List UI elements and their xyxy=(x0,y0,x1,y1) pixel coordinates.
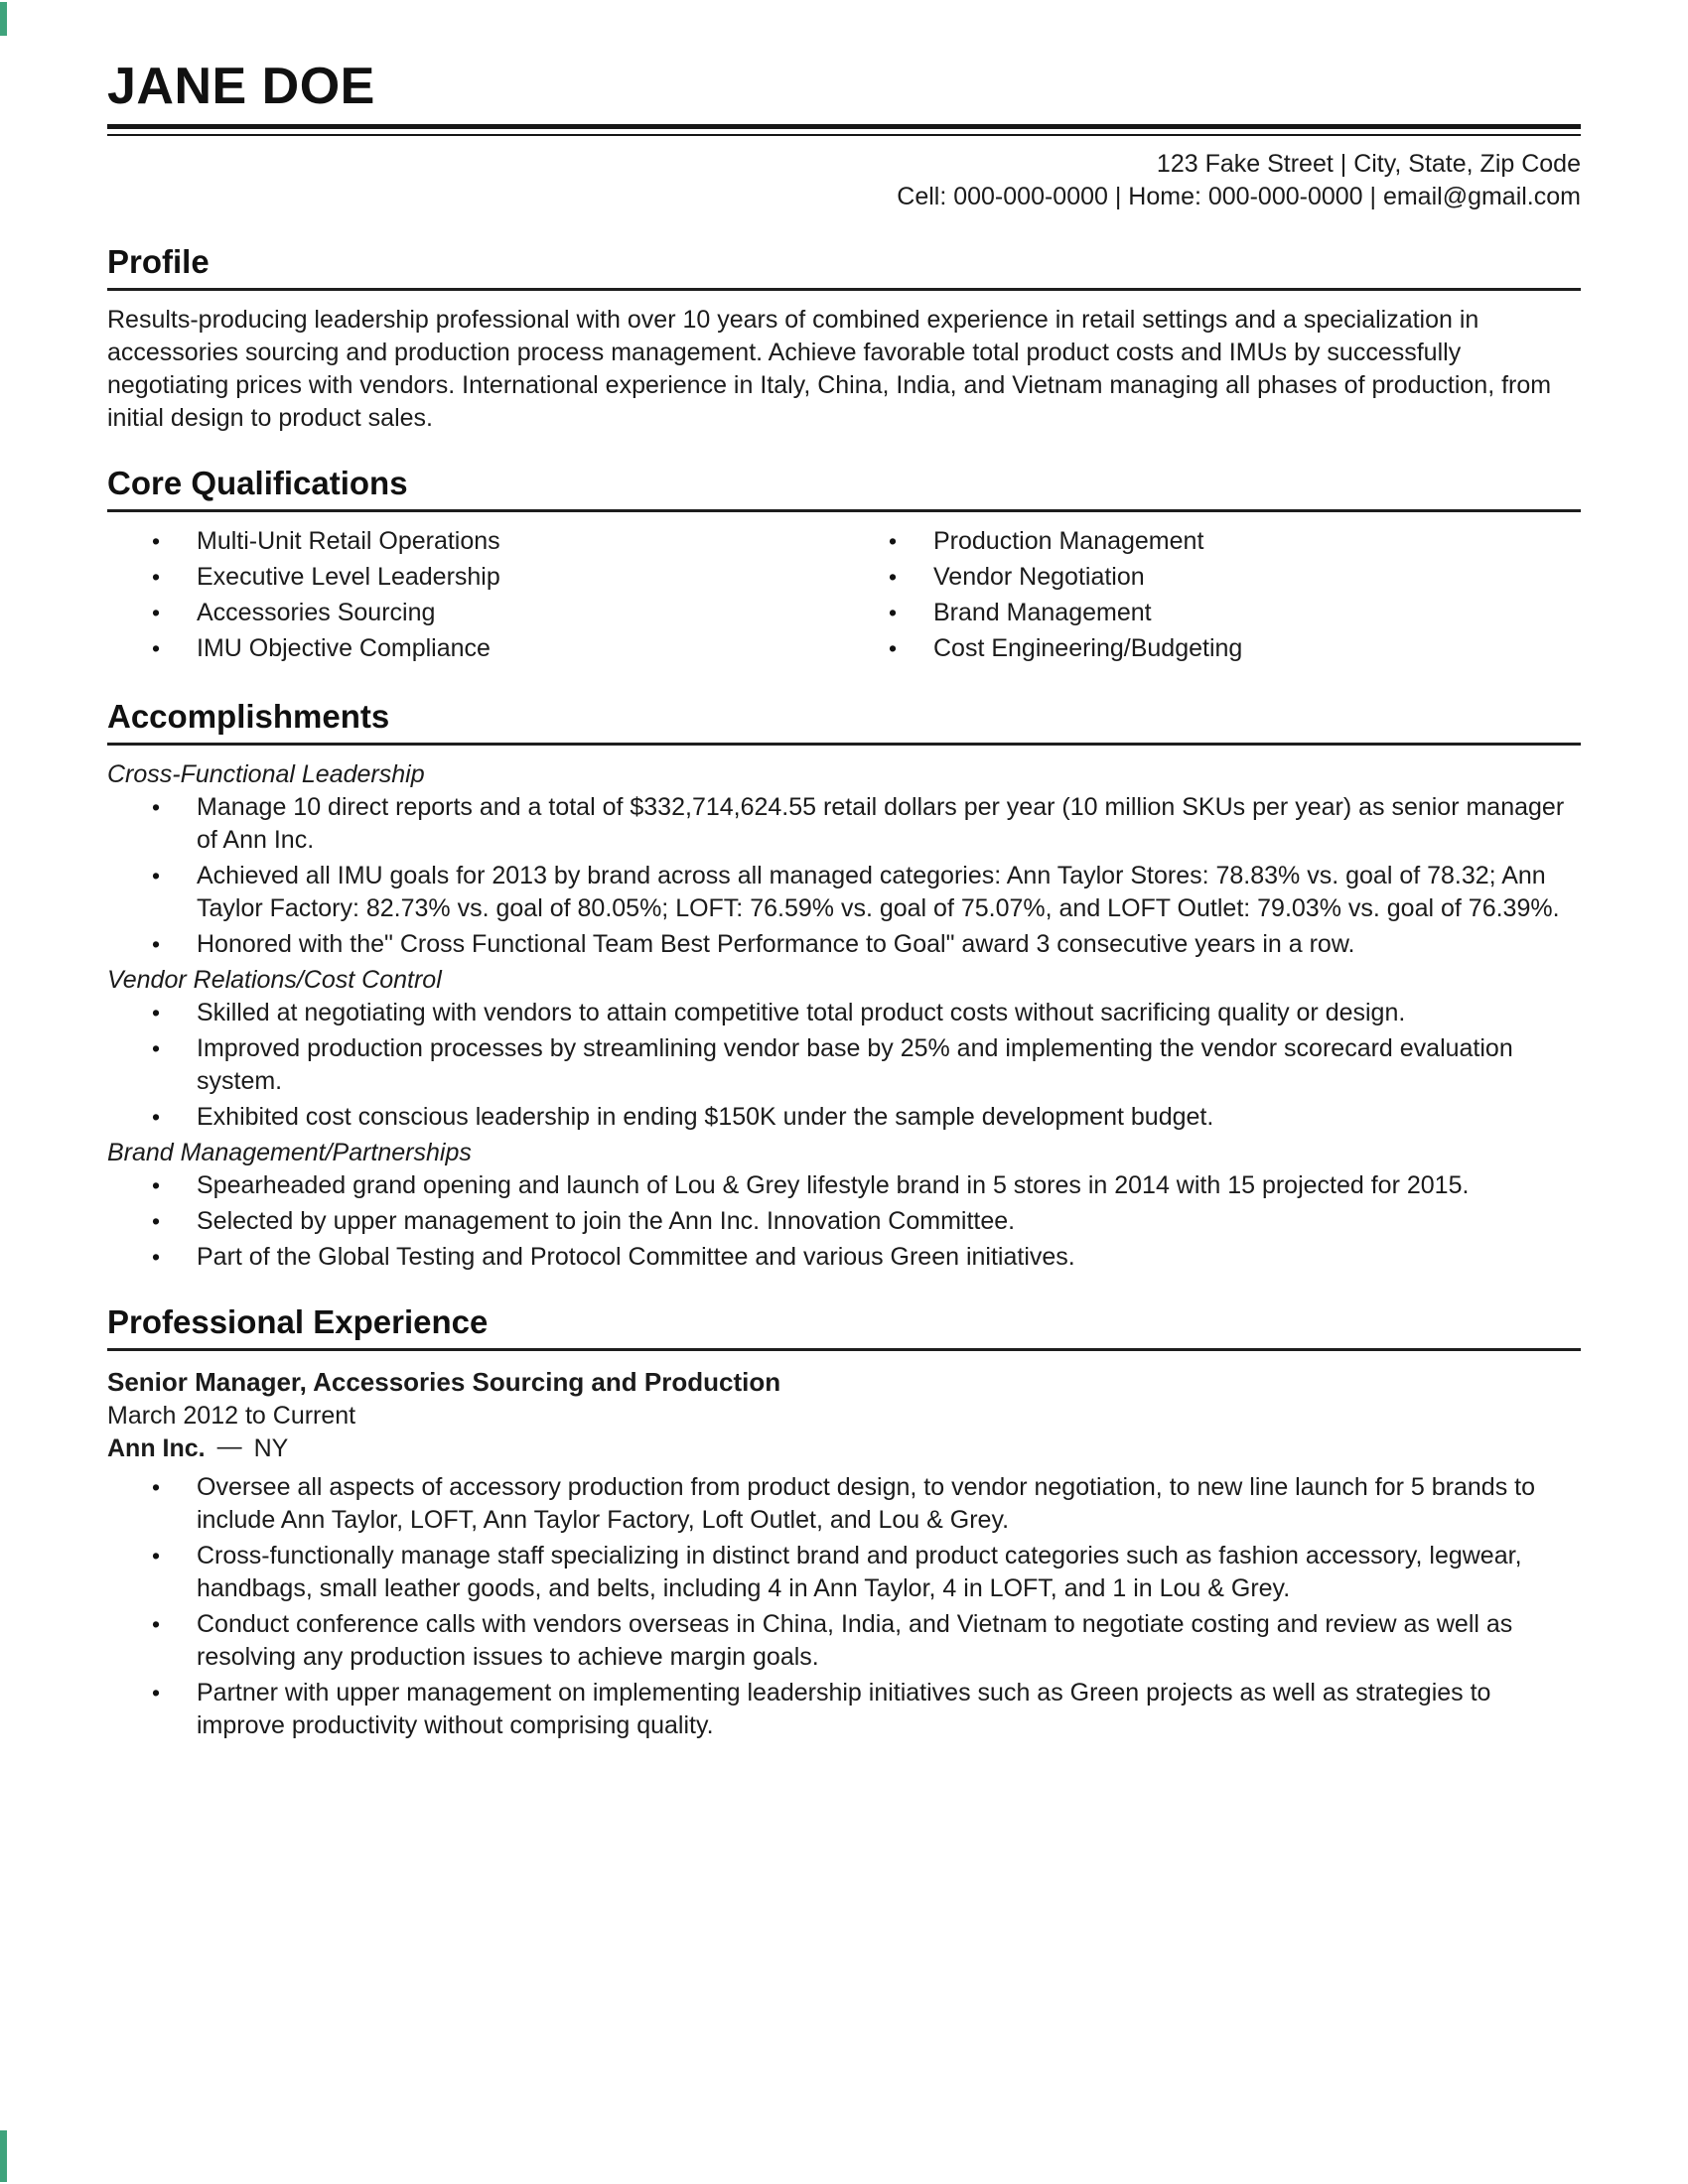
job-duty-list xyxy=(107,1471,1581,1742)
section-heading-core-qualifications: Core Qualifications xyxy=(107,465,1581,512)
qualifications-column-left xyxy=(107,525,844,668)
accomplishment-group-title: Cross-Functional Leadership xyxy=(107,760,425,788)
job-company: Ann Inc. xyxy=(107,1434,206,1462)
bullet-icon: • xyxy=(152,1104,161,1130)
accomplishment-group-list xyxy=(107,1169,1581,1274)
section-heading-profile: Profile xyxy=(107,243,1581,291)
accomplishment-text: Part of the Global Testing and Protocol Committee and various Green initiatives. xyxy=(197,1243,1075,1271)
list-item xyxy=(107,525,844,558)
bullet-icon: • xyxy=(889,635,898,661)
bullet-icon: • xyxy=(152,1208,161,1234)
contact-block xyxy=(107,148,1581,213)
resume-header xyxy=(107,58,1581,213)
accomplishment-text: Manage 10 direct reports and a total of $332,714,624.55 retail dollars per year (10 million SKUs per year) as senior manager of Ann Inc. xyxy=(197,793,1565,854)
bullet-icon: • xyxy=(152,931,161,957)
list-item xyxy=(107,1608,1581,1674)
accomplishment-group-title: Vendor Relations/Cost Control xyxy=(107,966,442,994)
accomplishment-text: Improved production processes by streamlining vendor base by 25% and implementing the vendor scorecard evaluation system. xyxy=(197,1034,1513,1095)
qualification-label: Accessories Sourcing xyxy=(197,599,436,626)
name-rule-thin xyxy=(107,134,1581,136)
bullet-icon: • xyxy=(152,1474,161,1500)
qualification-label: Multi-Unit Retail Operations xyxy=(197,527,500,555)
bullet-icon: • xyxy=(152,1000,161,1025)
section-experience xyxy=(107,1303,1581,1742)
bullet-icon: • xyxy=(152,564,161,590)
bullet-icon: • xyxy=(889,600,898,625)
job-title: Senior Manager, Accessories Sourcing and Production xyxy=(107,1367,781,1397)
bullet-icon: • xyxy=(152,1543,161,1569)
job-entry xyxy=(107,1364,1581,1742)
accomplishment-text: Selected by upper management to join the Ann Inc. Innovation Committee. xyxy=(197,1207,1016,1235)
accomplishment-text: Exhibited cost conscious leadership in ending $150K under the sample development budget. xyxy=(197,1103,1214,1131)
accomplishment-group-list xyxy=(107,997,1581,1134)
job-location: NY xyxy=(253,1434,289,1462)
list-item xyxy=(107,1101,1581,1134)
dash-separator: — xyxy=(216,1433,242,1460)
bullet-icon: • xyxy=(152,1244,161,1270)
accomplishment-text: Honored with the" Cross Functional Team Best Performance to Goal" award 3 consecutive years in a row. xyxy=(197,930,1355,958)
qualification-label: Brand Management xyxy=(933,599,1152,626)
list-item xyxy=(107,1677,1581,1742)
list-item xyxy=(107,1169,1581,1202)
qualifications-columns xyxy=(107,525,1581,668)
section-accomplishments xyxy=(107,698,1581,1274)
section-core-qualifications xyxy=(107,465,1581,668)
address-line: 123 Fake Street | City, State, Zip Code xyxy=(1156,150,1581,178)
bullet-icon: • xyxy=(889,528,898,554)
job-duty-text: Cross-functionally manage staff specializing in distinct brand and product categories such as fashion accessory, legwear, handbags, small leather goods, and belts, including 4 in Ann Taylor, 4 in LOFT, and 1 in Lou & Grey. xyxy=(197,1542,1522,1602)
list-item xyxy=(107,561,844,594)
bullet-icon: • xyxy=(152,1035,161,1061)
list-item xyxy=(107,791,1581,857)
page-edge-accent-bottom xyxy=(0,2130,7,2182)
qualification-label: Cost Engineering/Budgeting xyxy=(933,634,1243,662)
accomplishment-text: Spearheaded grand opening and launch of Lou & Grey lifestyle brand in 5 stores in 2014 with 15 projected for 2015. xyxy=(197,1171,1470,1199)
qualifications-column-right xyxy=(844,525,1581,668)
bullet-icon: • xyxy=(152,1611,161,1637)
bullet-icon: • xyxy=(152,1172,161,1198)
bullet-icon: • xyxy=(152,600,161,625)
list-item xyxy=(107,928,1581,961)
list-item xyxy=(107,1205,1581,1238)
candidate-name: JANE DOE xyxy=(107,58,375,115)
list-item xyxy=(844,525,1581,558)
list-item xyxy=(107,1471,1581,1537)
accomplishment-group-list xyxy=(107,791,1581,961)
qualification-label: Executive Level Leadership xyxy=(197,563,500,591)
accomplishment-group-title: Brand Management/Partnerships xyxy=(107,1139,472,1166)
job-company-line xyxy=(107,1433,1581,1465)
page-edge-accent-top xyxy=(0,2,7,36)
bullet-icon: • xyxy=(152,635,161,661)
qualification-label: Vendor Negotiation xyxy=(933,563,1145,591)
list-item xyxy=(107,597,844,629)
qualification-label: IMU Objective Compliance xyxy=(197,634,491,662)
list-item xyxy=(107,1540,1581,1605)
section-profile xyxy=(107,243,1581,435)
bullet-icon: • xyxy=(152,794,161,820)
list-item xyxy=(107,632,844,665)
list-item xyxy=(844,561,1581,594)
list-item xyxy=(107,860,1581,925)
job-duty-text: Conduct conference calls with vendors overseas in China, India, and Vietnam to negotiate costing and review as well as resolving any production issues to achieve margin goals. xyxy=(197,1610,1513,1671)
section-heading-accomplishments: Accomplishments xyxy=(107,698,1581,746)
qualification-label: Production Management xyxy=(933,527,1204,555)
bullet-icon: • xyxy=(889,564,898,590)
list-item xyxy=(107,997,1581,1029)
bullet-icon: • xyxy=(152,1680,161,1706)
job-dates: March 2012 to Current xyxy=(107,1402,356,1430)
accomplishment-text: Skilled at negotiating with vendors to attain competitive total product costs without sacrificing quality or design. xyxy=(197,999,1406,1026)
accomplishment-text: Achieved all IMU goals for 2013 by brand across all managed categories: Ann Taylor Stores: 78.83% vs. goal of 78.32; Ann Taylor Factory: 82.73% vs. goal of 80.05%; LOFT: 76.59% vs. goal of 75.07%, and LOFT Outlet: 79.03% vs. goal of 76.39%. xyxy=(197,862,1560,922)
profile-text: Results-producing leadership professional with over 10 years of combined experience in retail settings and a specialization in accessories sourcing and production process management. Achieve favorable total product costs and IMUs by successfully negotiating prices with vendors. International experience in Italy, China, India, and Vietnam managing all phases of production, from initial design to product sales. xyxy=(107,306,1552,432)
job-duty-text: Oversee all aspects of accessory production from product design, to vendor negotiation, to new line launch for 5 brands to include Ann Taylor, LOFT, Ann Taylor Factory, Loft Outlet, and Lou & Grey. xyxy=(197,1473,1535,1534)
list-item xyxy=(844,597,1581,629)
name-rule-thick xyxy=(107,124,1581,129)
bullet-icon: • xyxy=(152,863,161,888)
list-item xyxy=(844,632,1581,665)
contact-line: Cell: 000-000-0000 | Home: 000-000-0000 | email@gmail.com xyxy=(897,183,1581,210)
job-duty-text: Partner with upper management on implementing leadership initiatives such as Green projects as well as strategies to improve productivity without comprising quality. xyxy=(197,1679,1491,1739)
bullet-icon: • xyxy=(152,528,161,554)
section-heading-experience: Professional Experience xyxy=(107,1303,1581,1351)
list-item xyxy=(107,1032,1581,1098)
list-item xyxy=(107,1241,1581,1274)
